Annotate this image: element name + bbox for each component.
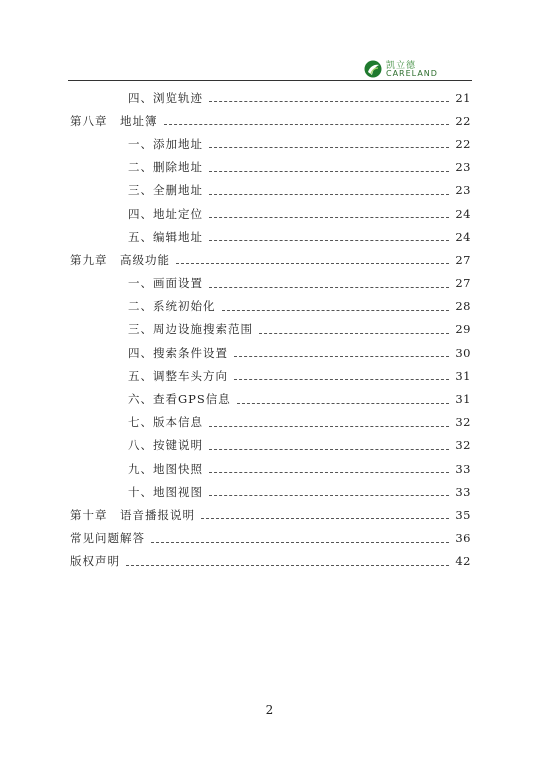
toc-leader-dots (151, 542, 449, 543)
toc-entry[interactable] (70, 527, 471, 550)
table-of-contents (70, 86, 471, 573)
toc-entry-page: 21 (455, 90, 471, 105)
toc-entry-label: 五、调整车头方向 (128, 368, 228, 383)
toc-entry-label: 第八章 地址簿 (70, 113, 158, 128)
toc-entry[interactable] (70, 411, 471, 434)
toc-leader-dots (234, 379, 449, 380)
toc-entry-label: 九、地图快照 (128, 461, 203, 476)
toc-entry-label: 八、按键说明 (128, 438, 203, 453)
toc-leader-dots (234, 356, 449, 357)
toc-entry-page: 32 (455, 415, 471, 430)
toc-entry[interactable] (70, 480, 471, 503)
toc-entry-page: 22 (455, 136, 471, 151)
toc-leader-dots (209, 171, 449, 172)
toc-leader-dots (201, 518, 449, 519)
toc-entry[interactable] (70, 156, 471, 179)
toc-leader-dots (209, 472, 449, 473)
toc-entry[interactable] (70, 295, 471, 318)
toc-entry-page: 23 (455, 183, 471, 198)
toc-entry-label: 二、删除地址 (128, 160, 203, 175)
header-rule (68, 80, 472, 81)
toc-entry[interactable] (70, 272, 471, 295)
toc-entry-label: 第十章 语音播报说明 (70, 507, 195, 522)
toc-entry-page: 33 (455, 484, 471, 499)
toc-entry-page: 31 (455, 368, 471, 383)
toc-leader-dots (209, 495, 449, 496)
toc-entry[interactable] (70, 202, 471, 225)
toc-entry-page: 36 (455, 531, 471, 546)
toc-entry-label: 二、系统初始化 (128, 299, 216, 314)
toc-entry[interactable] (70, 248, 471, 271)
toc-entry-label: 第九章 高级功能 (70, 252, 170, 267)
toc-leader-dots (222, 310, 450, 311)
toc-entry-page: 23 (455, 160, 471, 175)
toc-leader-dots (237, 403, 450, 404)
toc-entry[interactable] (70, 109, 471, 132)
toc-leader-dots (209, 426, 449, 427)
toc-entry-page: 42 (455, 554, 471, 569)
toc-entry[interactable] (70, 434, 471, 457)
toc-entry-page: 33 (455, 461, 471, 476)
toc-entry-page: 31 (455, 392, 471, 407)
toc-entry-label: 四、浏览轨迹 (128, 90, 203, 105)
toc-entry-page: 32 (455, 438, 471, 453)
toc-entry[interactable] (70, 387, 471, 410)
toc-leader-dots (126, 565, 449, 566)
toc-entry-page: 22 (455, 113, 471, 128)
toc-entry[interactable] (70, 364, 471, 387)
toc-entry-label: 七、版本信息 (128, 415, 203, 430)
toc-entry[interactable] (70, 179, 471, 202)
toc-leader-dots (176, 263, 449, 264)
toc-entry-page: 27 (455, 276, 471, 291)
logo-text-cn: 凯立德 (386, 61, 417, 71)
toc-leader-dots (259, 333, 449, 334)
toc-entry-page: 28 (455, 299, 471, 314)
toc-entry-label: 三、全删地址 (128, 183, 203, 198)
page-number: 2 (265, 703, 274, 717)
careland-logo-icon (364, 60, 382, 78)
toc-entry-label: 六、查看GPS信息 (128, 392, 231, 407)
toc-entry[interactable] (70, 86, 471, 109)
toc-entry[interactable] (70, 457, 471, 480)
toc-leader-dots (164, 124, 450, 125)
toc-entry-label: 一、添加地址 (128, 136, 203, 151)
toc-leader-dots (209, 147, 449, 148)
toc-leader-dots (209, 217, 449, 218)
toc-entry-label: 四、搜索条件设置 (128, 345, 228, 360)
toc-entry[interactable] (70, 132, 471, 155)
toc-leader-dots (209, 101, 449, 102)
careland-logo (364, 58, 444, 80)
toc-entry-label: 三、周边设施搜索范围 (128, 322, 253, 337)
toc-entry-label: 一、画面设置 (128, 276, 203, 291)
toc-entry-label: 常见问题解答 (70, 531, 145, 546)
toc-entry[interactable] (70, 225, 471, 248)
toc-entry-page: 30 (455, 345, 471, 360)
toc-entry-page: 35 (455, 507, 471, 522)
toc-entry-page: 24 (455, 206, 471, 221)
toc-entry[interactable] (70, 550, 471, 573)
toc-leader-dots (209, 287, 449, 288)
logo-text-en: CARELAND (386, 69, 438, 78)
toc-entry-label: 四、地址定位 (128, 206, 203, 221)
toc-entry-label: 十、地图视图 (128, 484, 203, 499)
toc-entry-page: 24 (455, 229, 471, 244)
toc-entry[interactable] (70, 318, 471, 341)
toc-entry-page: 27 (455, 252, 471, 267)
toc-entry-page: 29 (455, 322, 471, 337)
toc-entry-label: 五、编辑地址 (128, 229, 203, 244)
toc-entry[interactable] (70, 503, 471, 526)
toc-entry[interactable] (70, 341, 471, 364)
toc-leader-dots (209, 194, 449, 195)
toc-leader-dots (209, 240, 449, 241)
toc-leader-dots (209, 449, 449, 450)
toc-entry-label: 版权声明 (70, 554, 120, 569)
